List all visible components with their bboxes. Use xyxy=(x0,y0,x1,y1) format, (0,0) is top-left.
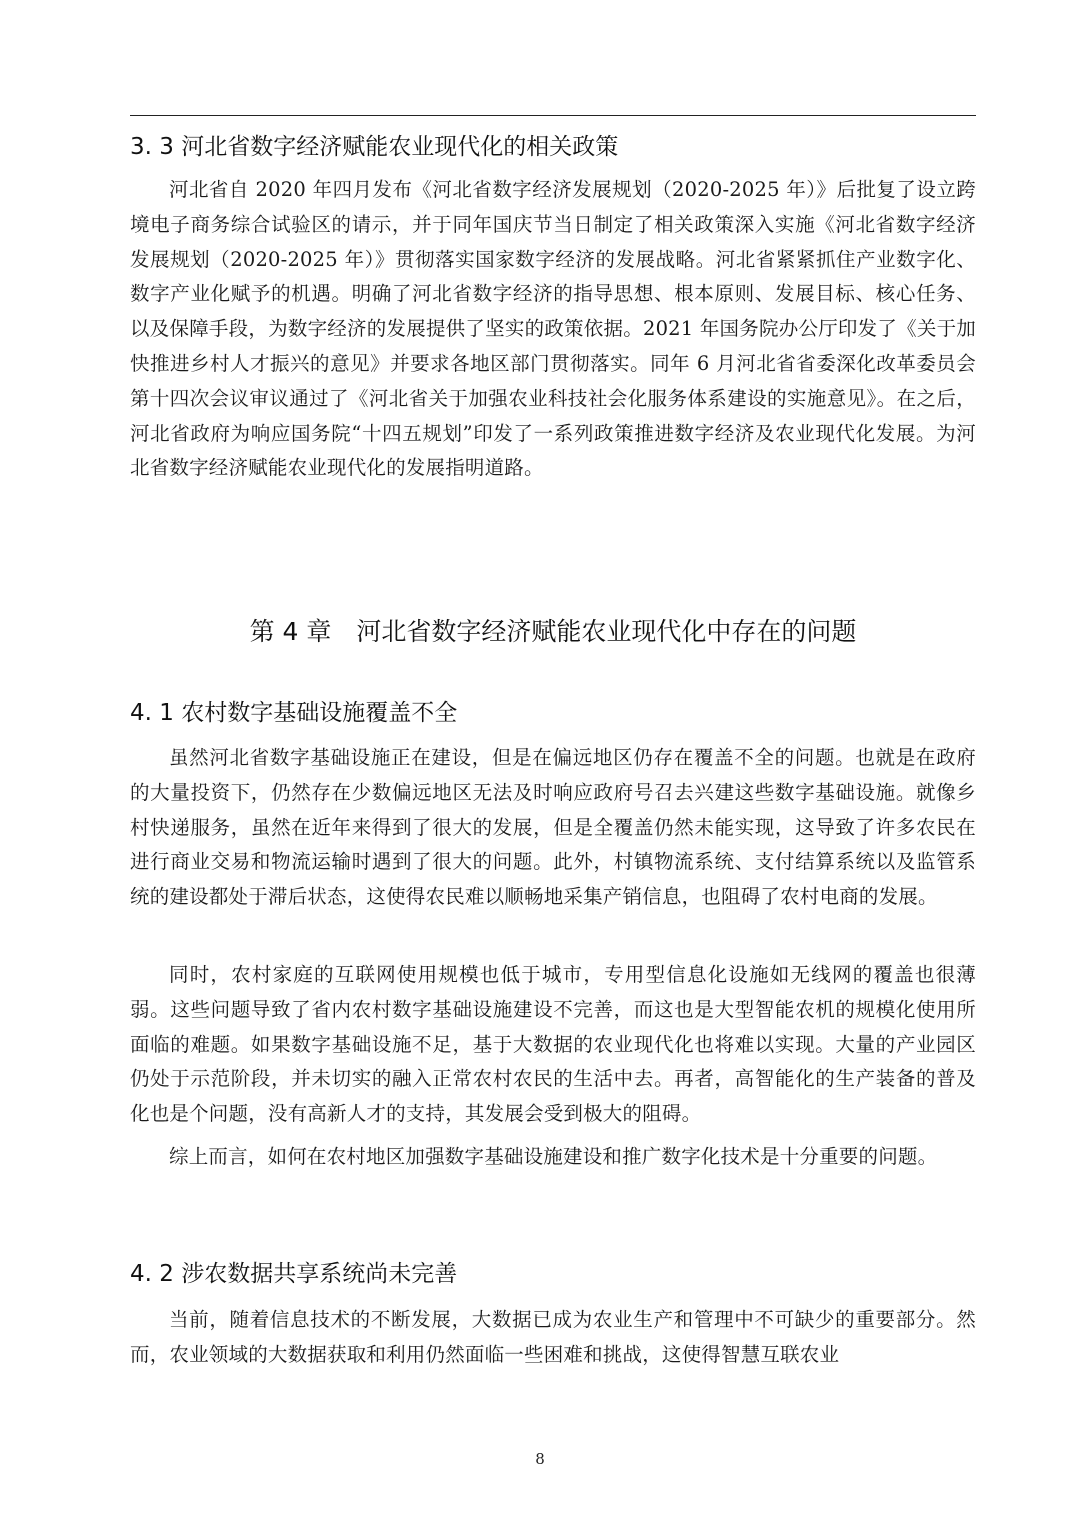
section-3-3-heading: 3. 3 河北省数字经济赋能农业现代化的相关政策 xyxy=(130,134,619,160)
page-number: 8 xyxy=(535,1450,545,1468)
header-rule xyxy=(130,115,976,116)
section-3-3-paragraph: 河北省自 2020 年四月发布《河北省数字经济发展规划（2020-2025 年）》后批复了设立跨境电子商务综合试验区的请示，并于同年国庆节当日制定了相关政策深入实施《河北省数字经济发展规划（2020-2025 年）》贯彻落实国家数字经济的发展战略。河北省紧紧抓住产业数字化、数字产业化赋予的机遇。明确了河北省数字经济的指导思想、根本原则、发展目标、核心任务、以及保障手段，为数字经济的发展提供了坚实的政策依据。2021 年国务院办公厅印发了《关于加快推进乡村人才振兴的意见》并要求各地区部门贯彻落实。同年 6 月河北省省委深化改革委员会第十四次会议审议通过了《河北省关于加强农业科技社会化服务体系建设的实施意见》。在之后，河北省政府为响应国务院“十四五规划”印发了一系列政策推进数字经济及农业现代化发展。为河北省数字经济赋能农业现代化的发展指明道路。 xyxy=(130,178,976,480)
section-4-1-paragraph-3: 综上而言，如何在农村地区加强数字基础设施建设和推广数字化技术是十分重要的问题。 xyxy=(169,1145,938,1168)
section-4-2-paragraph: 当前，随着信息技术的不断发展，大数据已成为农业生产和管理中不可缺少的重要部分。然而，农业领域的大数据获取和利用仍然面临一些困难和挑战，这使得智慧互联农业 xyxy=(130,1308,976,1366)
section-4-2-heading: 4. 2 涉农数据共享系统尚未完善 xyxy=(130,1261,458,1287)
section-4-1-paragraph-2: 同时，农村家庭的互联网使用规模也低于城市，专用型信息化设施如无线网的覆盖也很薄弱。这些问题导致了省内农村数字基础设施建设不完善，而这也是大型智能农机的规模化使用所面临的难题。如果数字基础设施不足，基于大数据的农业现代化也将难以实现。大量的产业园区仍处于示范阶段，并未切实的融入正常农村农民的生活中去。再者，高智能化的生产装备的普及化也是个问题，没有高新人才的支持，其发展会受到极大的阻碍。 xyxy=(130,963,976,1126)
section-4-1-heading: 4. 1 农村数字基础设施覆盖不全 xyxy=(130,700,458,726)
chapter-4-title: 第 4 章 河北省数字经济赋能农业现代化中存在的问题 xyxy=(249,617,857,646)
section-4-1-paragraph-1: 虽然河北省数字基础设施正在建设，但是在偏远地区仍存在覆盖不全的问题。也就是在政府的大量投资下，仍然存在少数偏远地区无法及时响应政府号召去兴建这些数字基础设施。就像乡村快递服务，虽然在近年来得到了很大的发展，但是全覆盖仍然未能实现，这导致了许多农民在进行商业交易和物流运输时遇到了很大的问题。此外，村镇物流系统、支付结算系统以及监管系统的建设都处于滞后状态，这使得农民难以顺畅地采集产销信息，也阻碍了农村电商的发展。 xyxy=(130,746,976,909)
